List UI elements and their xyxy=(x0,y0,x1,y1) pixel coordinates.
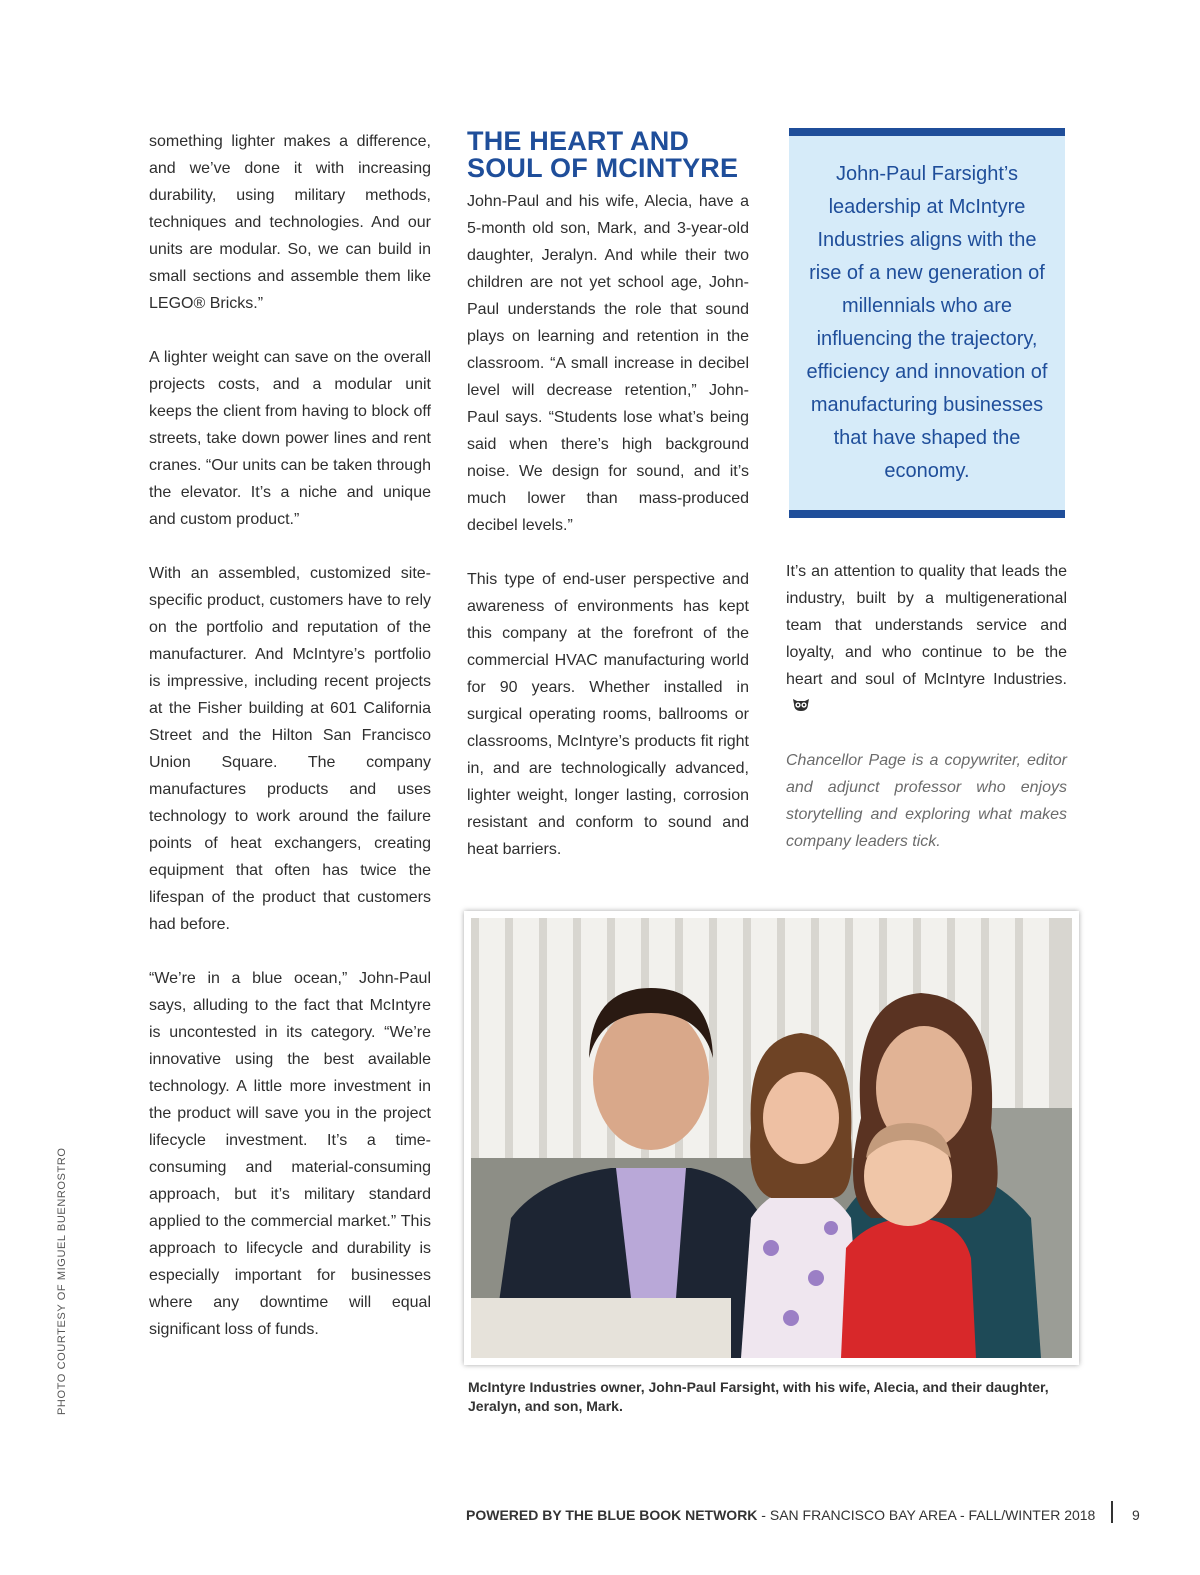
footer-network: POWERED BY THE BLUE BOOK NETWORK xyxy=(466,1507,758,1523)
footer-divider xyxy=(1111,1501,1113,1523)
page-footer xyxy=(466,1507,1146,1527)
family-photo-image xyxy=(471,918,1072,1358)
owl-icon xyxy=(792,698,810,712)
body-paragraph: John-Paul and his wife, Alecia, have a 5-month old son, Mark, and 3-year-old daughter, Jeralyn. And while their two children are not yet school age, John-Paul understands the role that sound plays on learning and retention in the classroom. “A small increase in decibel level will decrease retention,” John-Paul says. “Students lose what’s being said when there’s high background noise. We design for sound, and it’s much lower than mass-produced decibel levels.” xyxy=(467,193,749,534)
pull-quote-text: John-Paul Farsight’s leadership at McIntyre Industries aligns with the rise of a new generation of millennials who are influencing the trajectory, efficiency and innovation of manufacturing businesses that have shaped the economy. xyxy=(806,163,1048,482)
body-paragraph: “We’re in a blue ocean,” John-Paul says, alluding to the fact that McIntyre is uncontested in its category. “We’re innovative using the best available technology. A little more investment in the product will save you in the project lifecycle investment. It’s a time-consuming and material-consuming approach, but it’s military standard applied to the commercial market.” This approach to lifecycle and durability is especially important for businesses where any downtime will equal significant loss of funds. xyxy=(149,970,431,1338)
section-heading xyxy=(467,128,749,182)
body-paragraph: With an assembled, customized site-specific product, customers have to rely on the portfolio and reputation of the manufacturer. And McIntyre’s portfolio is impressive, including recent projects at the Fisher building at 601 California Street and the Hilton San Francisco Union Square. The company manufactures products and uses technology to work around the failure points of heat exchangers, creating equipment that often has twice the lifespan of the product that customers had before. xyxy=(149,565,431,933)
heading-line: THE HEART AND xyxy=(467,126,690,156)
body-paragraph: This type of end-user perspective and awareness of environments has kept this company at the forefront of the commercial HVAC manufacturing world for 90 years. Whether installed in surgical operating rooms, ballrooms or classrooms, McIntyre’s products fit right in, and are technologically advanced, lighter weight, longer lasting, corrosion resistant and conform to sound and heat barriers. xyxy=(467,571,749,858)
family-photo xyxy=(464,911,1079,1365)
column-left xyxy=(149,128,431,1370)
column-middle xyxy=(467,128,749,890)
body-paragraph: something lighter makes a difference, and we’ve done it with increasing durability, using military methods, techniques and technologies. And our units are modular. So, we can build in small sections and assemble them like LEGO® Bricks.” xyxy=(149,133,431,312)
body-paragraph: A lighter weight can save on the overall projects costs, and a modular unit keeps the client from having to block off streets, take down power lines and rent cranes. “Our units can be taken through the elevator. It’s a niche and unique and custom product.” xyxy=(149,349,431,528)
footer-edition: - SAN FRANCISCO BAY AREA - FALL/WINTER 2018 xyxy=(757,1507,1096,1523)
body-paragraph xyxy=(786,558,1067,720)
author-byline: Chancellor Page is a copywriter, editor and adjunct professor who enjoys storytelling and exploring what makes company leaders tick. xyxy=(786,752,1067,850)
photo-caption: McIntyre Industries owner, John-Paul Farsight, with his wife, Alecia, and their daughter, Jeralyn, and son, Mark. xyxy=(468,1379,1049,1414)
photo-credit: PHOTO COURTESY OF MIGUEL BUENROSTRO xyxy=(56,1147,68,1415)
heading-line: SOUL OF MCINTYRE xyxy=(467,153,739,183)
closing-text: It’s an attention to quality that leads the industry, built by a multigenerational team that understands service and loyalty, and who continue to be the heart and soul of McIntyre Industries. xyxy=(786,563,1067,688)
column-right xyxy=(786,558,1067,882)
page-number: 9 xyxy=(1132,1507,1140,1523)
pull-quote xyxy=(789,128,1065,518)
